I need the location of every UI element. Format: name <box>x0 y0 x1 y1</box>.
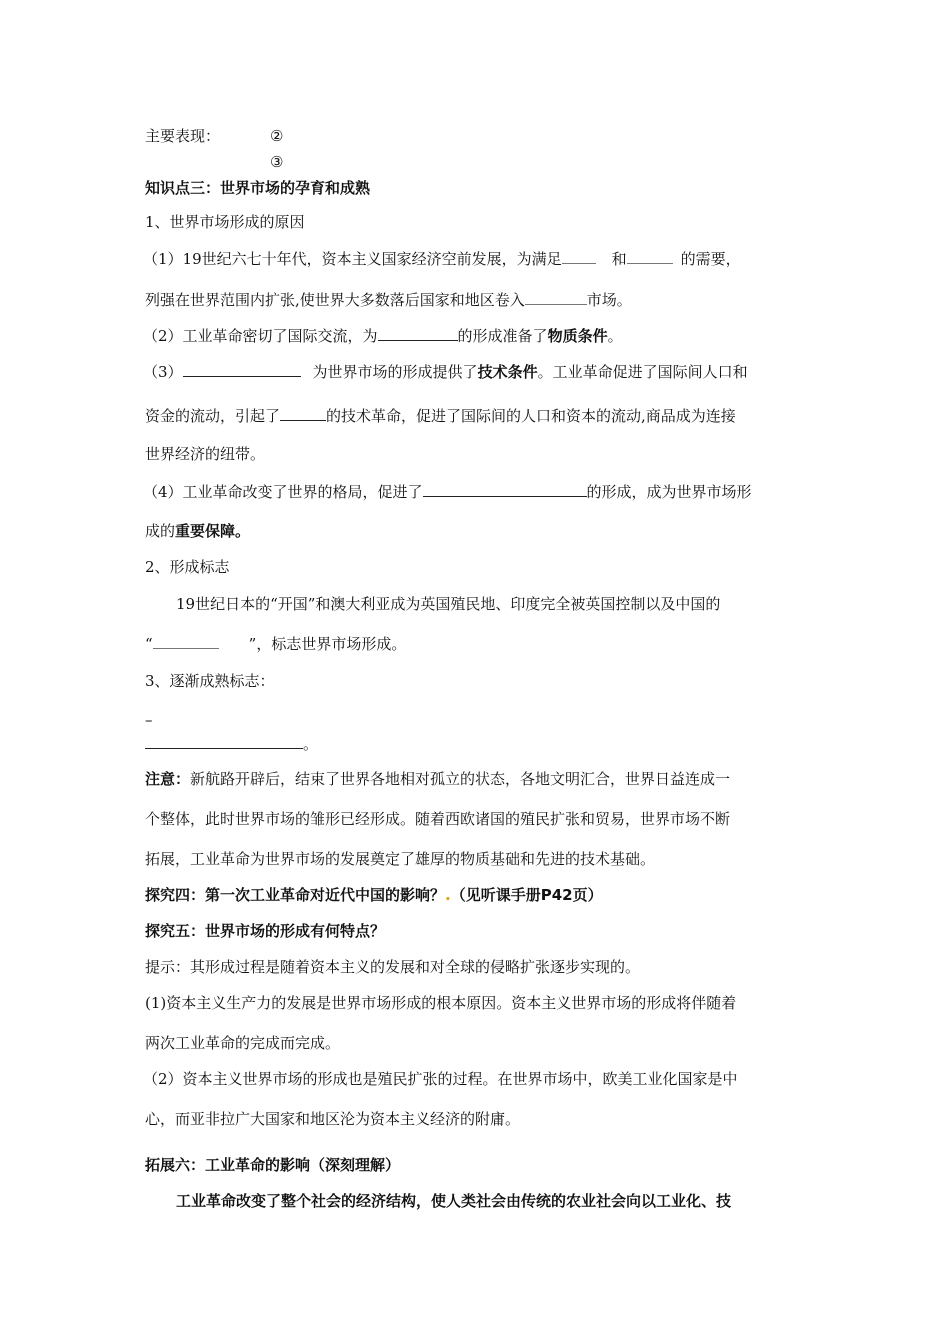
formation-mark-line-2: “ ”，标志世界市场形成。 <box>145 635 407 653</box>
reason-2: （2）工业革命密切了国际交流，为 的形成准备了物质条件。 <box>143 327 623 345</box>
main-performance-label <box>145 126 220 146</box>
formation-mark-line-1: 19世纪日本的“开国”和澳大利亚成为英国殖民地、印度完全被英国控制以及中国的 <box>176 595 721 613</box>
note-label: 注意： <box>145 770 191 788</box>
reason-3-line-2: 资金的流动，引起了 的技术革命，促进了国际间的人口和资本的流动,商品成为连接 <box>145 407 736 425</box>
explore5-hint: 提示：其形成过程是随着资本主义的发展和对全球的侵略扩张逐步实现的。 <box>145 958 641 976</box>
reason-1-line-2: 列强在世界范围内扩张,使世界大多数落后国家和地区卷入 市场。 <box>145 291 632 309</box>
section3-heading-2: 2、形成标志 <box>145 558 230 576</box>
reason-4-line-1: （4）工业革命改变了世界的格局，促进了 的形成，成为世界市场形 <box>143 483 752 501</box>
reason-3-line-3: 世界经济的纽带。 <box>145 445 266 463</box>
extend6-title: 拓展六：工业革命的影响（深刻理解） <box>145 1156 401 1174</box>
explore5-point2-line2: 心，而亚非拉广大国家和地区沦为资本主义经济的附庸。 <box>145 1110 521 1128</box>
reason-3-line-1: （3） 为世界市场的形成提供了技术条件。工业革命促进了国际间人口和 <box>143 363 748 381</box>
reason-1-line-1: （1）19世纪六七十年代，资本主义国家经济空前发展，为满足 和 的需要， <box>143 250 741 268</box>
note-line-3: 拓展，工业革命为世界市场的发展奠定了雄厚的物质基础和先进的技术基础。 <box>145 850 656 868</box>
note-line-2: 个整体，此时世界市场的雏形已经形成。随着西欧诸国的殖民扩张和贸易，世界市场不断 <box>145 810 731 828</box>
section3-heading-1: 1、世界市场形成的原因 <box>145 213 305 231</box>
explore5-point2-line1: （2）资本主义世界市场的形成也是殖民扩张的过程。在世界市场中，欧美工业化国家是中 <box>143 1070 738 1088</box>
fill-blank[interactable] <box>525 289 587 305</box>
explore5-point1-line2: 两次工业革命的完成而完成。 <box>145 1034 341 1052</box>
fill-blank[interactable] <box>627 248 673 264</box>
fill-blank[interactable] <box>183 361 301 377</box>
fill-blank[interactable] <box>145 733 303 749</box>
explore5-point1-line1: (1)资本主义生产力的发展是世界市场形成的根本原因。资本主义世界市场的形成将伴随着 <box>145 994 737 1012</box>
dot-mark: . <box>445 886 451 904</box>
note-line-1: 注意：新航路开辟后，结束了世界各地相对孤立的状态，各地文明汇合，世界日益连成一 <box>145 770 731 788</box>
circle-number-2: ② <box>270 127 284 145</box>
main-label-text: 主要表现： <box>145 127 221 145</box>
section3-heading-3: 3、逐渐成熟标志： <box>145 672 275 690</box>
fill-blank[interactable] <box>153 633 219 649</box>
fill-blank[interactable] <box>378 325 458 341</box>
explore4-title: 探究四：第一次工业革命对近代中国的影响？.（见听课手册P42页） <box>145 886 603 904</box>
extend6-body: 工业革命改变了整个社会的经济结构，使人类社会由传统的农业社会向以工业化、技 <box>176 1192 732 1210</box>
fill-blank[interactable] <box>562 248 596 264</box>
maturity-dash: – <box>145 711 153 729</box>
maturity-blank-line: 。 <box>145 733 318 754</box>
reason-4-line-2: 成的重要保障。 <box>145 522 251 540</box>
fill-blank[interactable] <box>423 481 587 497</box>
circle-number-3: ③ <box>270 153 284 171</box>
explore5-title: 探究五：世界市场的形成有何特点？ <box>145 922 386 940</box>
fill-blank[interactable] <box>280 405 326 421</box>
section3-title: 知识点三：世界市场的孕育和成熟 <box>145 179 371 197</box>
